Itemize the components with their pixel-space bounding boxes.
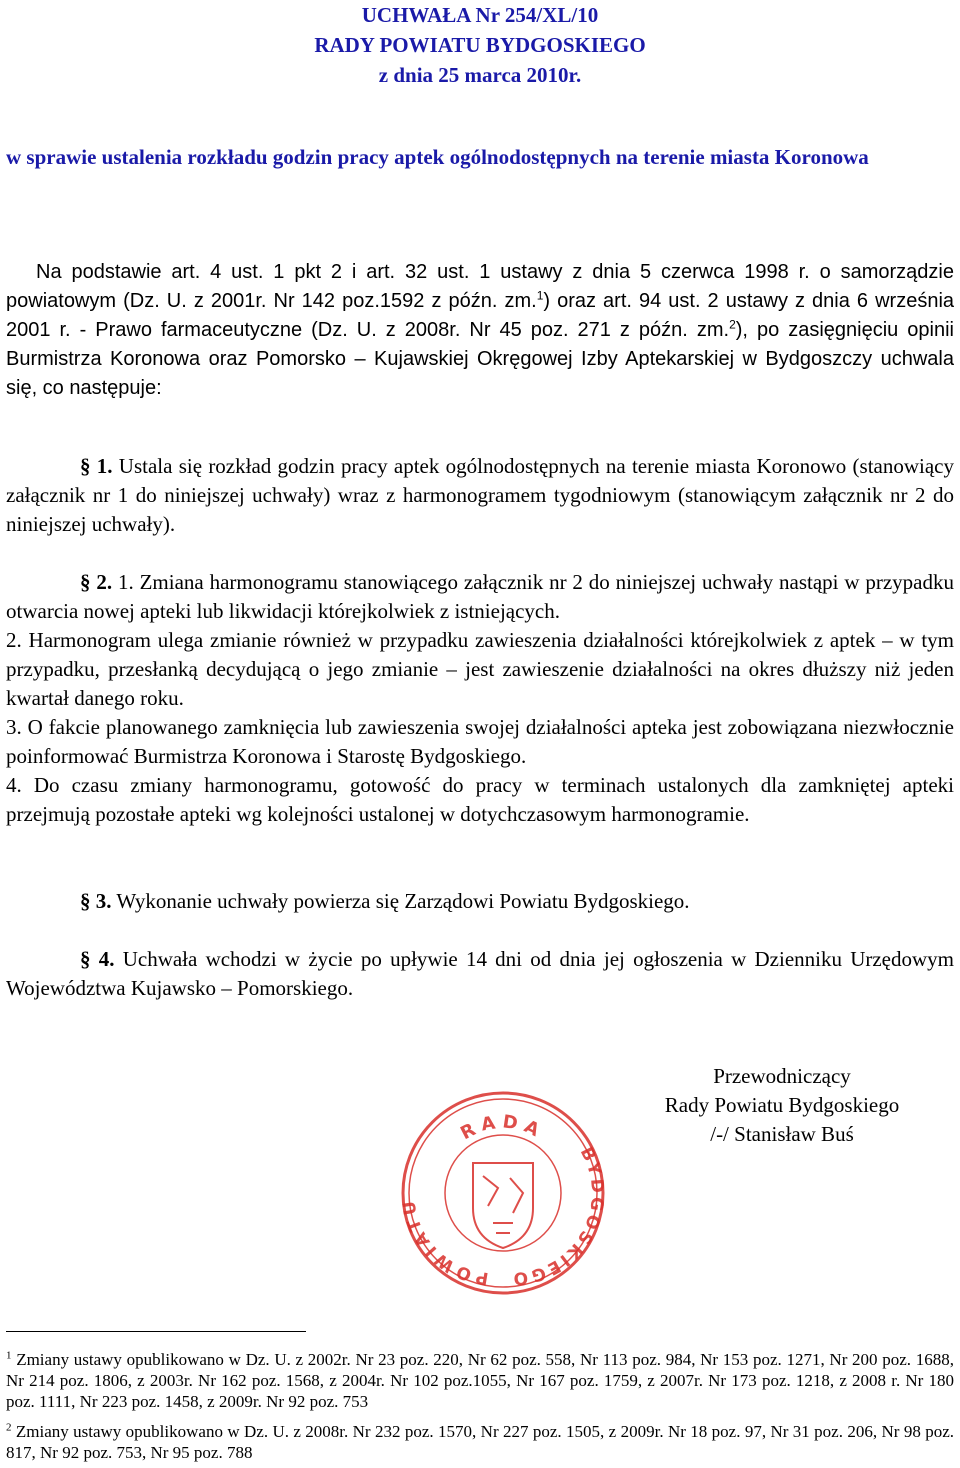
footnote-1 <box>6 1349 954 1412</box>
section-1 <box>6 452 954 539</box>
section-4 <box>6 945 954 1003</box>
resolution-header <box>0 0 960 90</box>
legal-basis-text-3: ), po zasięgnięciu opinii Burmistrza Koronowa oraz Pomorsko – Kujawskiej Okręgowej Izby Aptekarskiej w Bydgoszczy uchwala się, co następuje: <box>6 319 954 399</box>
official-seal-stamp <box>398 1088 608 1298</box>
stamp-text-right: BYDGOSKIEGO <box>509 1144 608 1289</box>
section-4-text: Uchwała wchodzi w życie po upływie 14 dni od dnia jej ogłoszenia w Dzienniku Urzędowym Województwa Kujawsko – Pomorskiego. <box>6 947 954 1000</box>
section-4-mark: § 4. <box>80 947 115 971</box>
footnote-2-mark: 2 <box>6 1421 12 1434</box>
resolution-subject: w sprawie ustalenia rozkładu godzin pracy aptek ogólnodostępnych na terenie miasta Koronowa <box>6 145 869 169</box>
coat-of-arms-icon <box>473 1163 533 1248</box>
footnote-2-text: Zmiany ustawy opublikowano w Dz. U. z 2008r. Nr 232 poz. 1570, Nr 227 poz. 1505, z 2009r. Nr 18 poz. 97, Nr 31 poz. 206, Nr 98 poz. 817, Nr 92 poz. 753, Nr 95 poz. 788 <box>6 1422 954 1462</box>
footnote-ref-2: 2 <box>729 317 736 332</box>
section-3 <box>6 887 954 916</box>
footnote-1-text: Zmiany ustawy opublikowano w Dz. U. z 2002r. Nr 23 poz. 220, Nr 62 poz. 558, Nr 113 poz. 984, Nr 153 poz. 1271, Nr 200 poz. 1688, Nr 214 poz. 1806, z 2003r. Nr 162 poz. 1568, z 2004r. Nr 102 poz.1055, Nr 167 poz. 1759, z 2007r. Nr 173 poz. 1218, z 2008 r. Nr 180 poz. 1111, Nr 223 poz. 1458, z 2009r. Nr 92 poz. 753 <box>6 1350 954 1411</box>
section-3-text: Wykonanie uchwały powierza się Zarządowi Powiatu Bydgoskiego. <box>111 889 690 913</box>
section-2-point-2: 2. Harmonogram ulega zmianie również w przypadku zawieszenia działalności którejkolwiek z aptek – w tym przypadku, przesłanką decydującą o jego zmianie – jest zawieszenie działalności na okres dłuższy niż jeden kwartał danego roku. <box>6 628 954 710</box>
section-2 <box>6 568 954 626</box>
legal-basis-paragraph <box>6 258 954 403</box>
section-2-point-1: 1. Zmiana harmonogramu stanowiącego załącznik nr 2 do niniejszej uchwały nastąpi w przypadku otwarcia nowej apteki lub likwidacji którejkolwiek z istniejących. <box>6 570 955 623</box>
section-3-mark: § 3. <box>80 889 112 913</box>
stamp-text-left: POWIATU <box>398 1195 490 1289</box>
resolution-number: UCHWAŁA Nr 254/XL/10 <box>361 3 599 27</box>
legal-basis-text-1: Na podstawie art. 4 ust. 1 pkt 2 i art. 32 ust. 1 ustawy z dnia 5 czerwca 1998 r. o samorządzie powiatowym (Dz. U. z 2001r. Nr 142 poz.1592 z późn. zm. <box>6 261 954 312</box>
footnote-separator <box>6 1331 306 1332</box>
section-1-text: Ustala się rozkład godzin pracy aptek ogólnodostępnych na terenie miasta Koronowo (stanowiący załącznik nr 1 do niniejszej uchwały) wraz z harmonogramem tygodniowym (stanowiącym załącznik nr 2 do niniejszej uchwały). <box>6 454 955 536</box>
section-1-mark: § 1. <box>80 454 113 478</box>
section-2-mark: § 2. <box>80 570 113 594</box>
footnote-1-mark: 1 <box>6 1349 12 1362</box>
signature-council: Rady Powiatu Bydgoskiego <box>664 1093 900 1117</box>
legal-basis-text-2: ) oraz art. 94 ust. 2 ustawy z dnia 6 września 2001 r. - Prawo farmaceutyczne (Dz. U. z 2008r. Nr 45 poz. 271 z późn. zm. <box>6 290 955 341</box>
section-2-point-3: 3. O fakcie planowanego zamknięcia lub zawieszenia swojej działalności apteka jest zobowiązana niezwłocznie poinformować Burmistrza Koronowa i Starostę Bydgoskiego. <box>6 715 954 768</box>
signature-block <box>662 1062 902 1149</box>
resolution-date: z dnia 25 marca 2010r. <box>378 63 582 87</box>
footnote-ref-1: 1 <box>536 288 544 303</box>
section-2-point-4: 4. Do czasu zmiany harmonogramu, gotowość do pracy w terminach ustalonych dla zamkniętej apteki przejmują pozostałe apteki wg kolejności ustalonej w dotychczasowym harmonogramie. <box>6 773 954 826</box>
signature-title: Przewodniczący <box>713 1064 851 1088</box>
stamp-text-top: RADA <box>457 1111 548 1145</box>
signature-name: /-/ Stanisław Buś <box>710 1122 854 1146</box>
footnote-2 <box>6 1421 954 1463</box>
council-name: RADY POWIATU BYDGOSKIEGO <box>314 33 646 57</box>
